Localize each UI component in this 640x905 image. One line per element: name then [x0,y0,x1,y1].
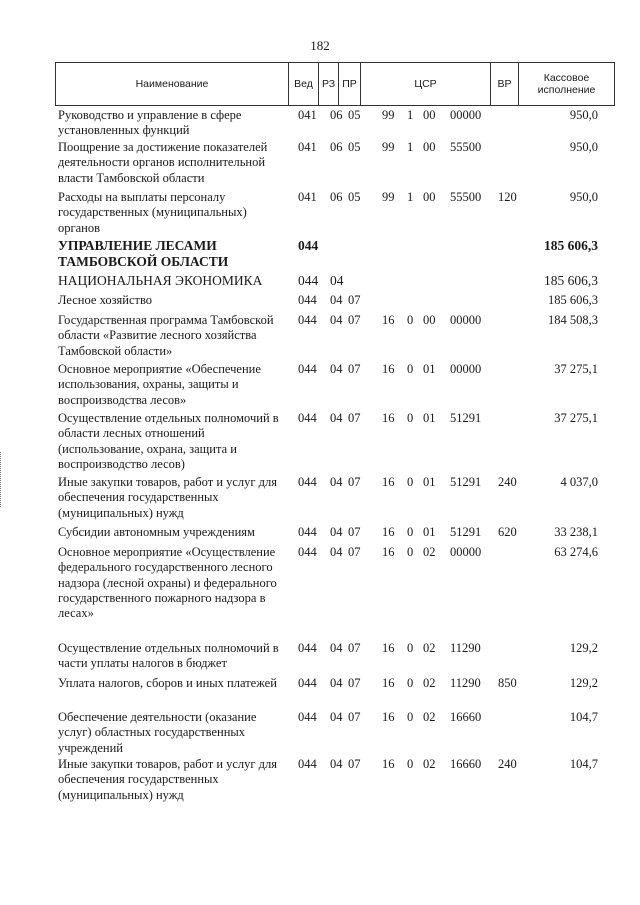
row-csr-subprogram: 1 [407,190,414,204]
row-amount: 185 606,3 [548,293,598,307]
row-name: НАЦИОНАЛЬНАЯ ЭКОНОМИКА [58,273,263,288]
row-ved: 044 [298,411,317,425]
row-name: Субсидии автономным учреждениям [58,525,255,539]
row-amount: 184 508,3 [548,313,598,327]
row-ved: 041 [298,190,317,204]
row-pr: 07 [348,710,361,724]
row-name: Лесное хозяйство [58,293,153,307]
row-amount: 37 275,1 [554,411,598,425]
row-csr-program: 16 [382,641,395,655]
row-csr-event: 01 [423,475,436,489]
row-csr-subprogram: 0 [407,710,414,724]
row-vr: 240 [498,475,517,489]
row-csr-event: 01 [423,525,436,539]
row-csr-direction: 11290 [450,676,481,690]
row-ved: 041 [298,140,317,154]
row-csr-program: 16 [382,545,395,559]
row-amount: 129,2 [569,641,598,655]
row-rz: 06 [330,108,343,122]
header-vr: ВР [491,63,519,105]
row-pr: 07 [348,475,361,489]
row-amount: 63 274,6 [554,545,598,559]
row-csr-program: 16 [382,313,395,327]
row-csr-subprogram: 0 [407,362,414,376]
row-amount: 950,0 [569,190,598,204]
row-rz: 04 [330,273,344,288]
row-csr-direction: 00000 [450,545,482,559]
row-name: Основное мероприятие «Обеспечение использования, охраны, защиты и воспроизводства лесов» [58,362,261,407]
row-vr: 120 [498,190,517,204]
row-name: Государственная программа Тамбовской области «Развитие лесного хозяйства Тамбовской области» [58,313,274,358]
row-rz: 04 [330,475,343,489]
row-csr-direction: 51291 [450,475,482,489]
row-csr-direction: 11290 [450,641,481,655]
row-ved: 044 [298,676,317,690]
row-csr-program: 16 [382,676,395,690]
row-rz: 04 [330,545,343,559]
row-name: Расходы на выплаты персоналу государственных (муниципальных) органов [58,190,247,235]
row-csr-direction: 16660 [450,710,482,724]
row-name: Обеспечение деятельности (оказание услуг) областных государственных учреждений [58,710,257,755]
row-csr-direction: 00000 [450,108,482,122]
row-csr-subprogram: 0 [407,525,414,539]
row-rz: 04 [330,641,343,655]
page-number: 182 [310,38,330,53]
row-rz: 04 [330,525,343,539]
header-name: Наименование [56,63,289,105]
row-name: Руководство и управление в сфере установленных функций [58,108,242,138]
row-rz: 04 [330,362,343,376]
row-rz: 04 [330,411,343,425]
row-rz: 04 [330,313,343,327]
row-rz: 06 [330,190,343,204]
row-name: Осуществление отдельных полномочий в части уплаты налогов в бюджет [58,641,279,671]
row-csr-event: 00 [423,108,436,122]
row-csr-program: 16 [382,362,395,376]
row-pr: 07 [348,641,361,655]
row-rz: 04 [330,293,343,307]
row-ved: 044 [298,293,317,307]
row-vr: 240 [498,757,517,771]
row-pr: 07 [348,545,361,559]
row-csr-program: 16 [382,475,395,489]
row-csr-event: 02 [423,710,436,724]
row-csr-direction: 00000 [450,313,482,327]
row-ved: 044 [298,273,319,288]
row-name: УПРАВЛЕНИЕ ЛЕСАМИ ТАМБОВСКОЙ ОБЛАСТИ [58,238,229,270]
header-ved: Вед [289,63,319,105]
row-ved: 044 [298,238,319,253]
row-amount: 950,0 [569,108,598,122]
scan-margin-mark [0,452,7,507]
row-pr: 07 [348,362,361,376]
row-amount: 129,2 [569,676,598,690]
header-rz: РЗ [319,63,339,105]
row-ved: 044 [298,362,317,376]
row-ved: 044 [298,757,317,771]
row-csr-program: 16 [382,525,395,539]
row-pr: 07 [348,313,361,327]
row-csr-event: 02 [423,676,436,690]
header-amount: Кассовое исполнение [537,71,596,96]
row-pr: 05 [348,108,361,122]
row-csr-program: 99 [382,140,395,154]
row-pr: 07 [348,411,361,425]
row-name: Уплата налогов, сборов и иных платежей [58,676,277,690]
row-csr-event: 02 [423,757,436,771]
row-ved: 044 [298,545,317,559]
row-csr-subprogram: 0 [407,757,414,771]
row-pr: 07 [348,676,361,690]
row-rz: 04 [330,710,343,724]
row-csr-event: 00 [423,140,436,154]
row-csr-subprogram: 0 [407,313,414,327]
row-ved: 044 [298,313,317,327]
row-csr-direction: 55500 [450,190,482,204]
row-amount: 37 275,1 [554,362,598,376]
row-name: Иные закупки товаров, работ и услуг для обеспечения государственных (муниципальных) нужд [58,475,278,520]
row-vr: 620 [498,525,517,539]
row-csr-program: 16 [382,710,395,724]
row-csr-subprogram: 1 [407,140,414,154]
row-amount: 104,7 [569,757,598,771]
row-csr-direction: 55500 [450,140,482,154]
row-name: Поощрение за достижение показателей деятельности органов исполнительной власти Тамбовской области [58,140,268,185]
row-csr-subprogram: 0 [407,641,414,655]
row-csr-event: 00 [423,190,436,204]
row-ved: 044 [298,525,317,539]
row-vr: 850 [498,676,517,690]
row-csr-subprogram: 0 [407,545,414,559]
row-amount: 4 037,0 [560,475,598,489]
row-rz: 06 [330,140,343,154]
row-ved: 044 [298,710,317,724]
row-csr-subprogram: 0 [407,676,414,690]
row-amount: 104,7 [569,710,598,724]
row-pr: 05 [348,140,361,154]
row-csr-event: 00 [423,313,436,327]
row-csr-direction: 51291 [450,525,482,539]
row-amount: 950,0 [569,140,598,154]
row-name: Осуществление отдельных полномочий в области лесных отношений (использование, охрана, защита и воспроизводство лесов) [58,411,279,471]
row-csr-event: 01 [423,411,436,425]
row-pr: 07 [348,293,361,307]
row-name: Иные закупки товаров, работ и услуг для обеспечения государственных (муниципальных) нужд [58,757,278,802]
row-pr: 07 [348,525,361,539]
row-pr: 07 [348,757,361,771]
row-csr-program: 16 [382,757,395,771]
row-ved: 044 [298,641,317,655]
header-pr: ПР [339,63,361,105]
row-amount: 185 606,3 [544,273,598,288]
row-csr-program: 16 [382,411,395,425]
row-csr-direction: 51291 [450,411,482,425]
row-ved: 041 [298,108,317,122]
row-rz: 04 [330,676,343,690]
row-csr-event: 02 [423,641,436,655]
header-csr: ЦСР [361,63,491,105]
row-csr-subprogram: 0 [407,411,414,425]
row-amount: 33 238,1 [554,525,598,539]
row-csr-event: 01 [423,362,436,376]
row-csr-direction: 16660 [450,757,482,771]
row-csr-program: 99 [382,108,395,122]
row-csr-subprogram: 0 [407,475,414,489]
row-amount: 185 606,3 [544,238,598,253]
row-csr-direction: 00000 [450,362,482,376]
row-name: Основное мероприятие «Осуществление федерального государственного лесного надзора (лесной охраны) и федерального государственного пожарного надзора в лесах» [58,545,277,620]
table-header [55,62,615,106]
row-csr-event: 02 [423,545,436,559]
row-ved: 044 [298,475,317,489]
row-pr: 05 [348,190,361,204]
row-csr-subprogram: 1 [407,108,414,122]
row-csr-program: 99 [382,190,395,204]
row-rz: 04 [330,757,343,771]
